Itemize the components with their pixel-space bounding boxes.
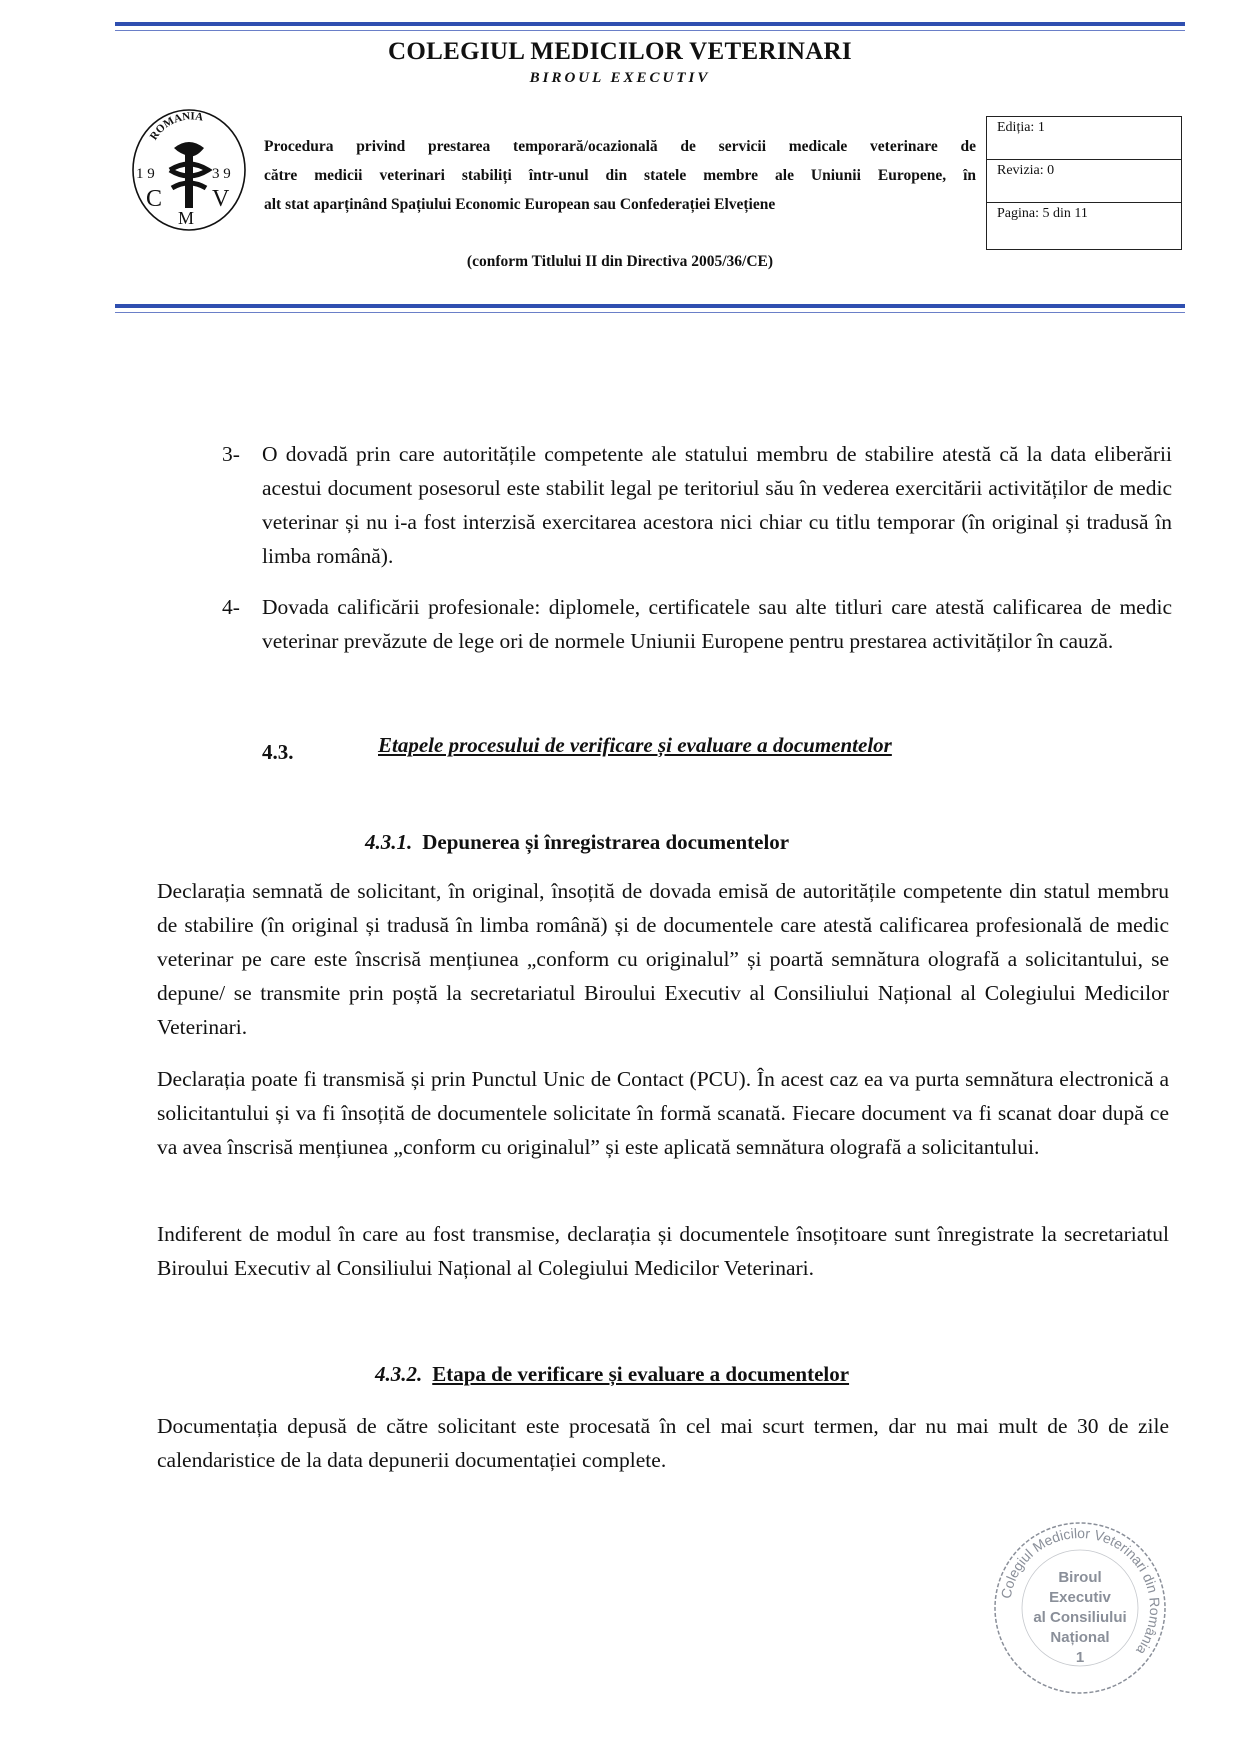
header-bottom-rule — [115, 304, 1185, 308]
svg-text:ROMANIA — [148, 110, 204, 142]
logo-letter-v: V — [212, 186, 230, 212]
paragraph: Declarația semnată de solicitant, în original, însoțită de dovada emisă de autoritățile competente din statul membru de stabilire (în original și tradusă în limba română) și de documentele care atestă calificarea profesională de medic veterinar pe care este înscrisă mențiunea „conform cu originalul” și poartă semnătura olografă a solicitantului, se depune/ se transmite prin poștă la secretariatul Biroului Executiv al Consiliului Național al Colegiului Medicilor Veterinari. — [157, 879, 1169, 1039]
logo-letter-c: C — [146, 186, 163, 212]
list-item — [222, 437, 1172, 573]
directive-reference: (conform Titlului II din Directiva 2005/36/CE) — [466, 253, 774, 270]
department-subtitle: BIROUL EXECUTIV — [529, 70, 711, 86]
subsection-number: 4.3.1. — [365, 830, 413, 854]
procedure-title-line: Procedura privind prestarea temporară/ocazională de servicii medicale veterinare de — [264, 138, 976, 155]
institution-title: COLEGIUL MEDICILOR VETERINARI — [388, 38, 852, 65]
paragraph: Declarația poate fi transmisă și prin Punctul Unic de Contact (PCU). În acest caz ea va purta semnătura electronică a solicitantului și va fi însoțită de documentele solicitate în formă scanată. Fiecare document va fi scanat doar după ce va avea înscrisă mențiunea „conform cu originalul” și este aplicată semnătura olografă a solicitantului. — [157, 1067, 1169, 1159]
paragraph: Documentația depusă de către solicitant este procesată în cel mai scurt termen, dar nu mai mult de 30 de zile calendaristice de la data depunerii documentației complete. — [157, 1414, 1169, 1472]
section-title: Etapele procesului de verificare și evaluare a documentelor — [378, 733, 892, 757]
list-item — [222, 590, 1172, 658]
logo-year-left: 1 9 — [136, 166, 155, 182]
logo-letter-m: M — [178, 208, 195, 228]
procedure-title — [264, 132, 976, 219]
subsection-number: 4.3.2. — [375, 1362, 423, 1386]
list-item-number: 3- — [222, 442, 240, 466]
edition-cell: Ediția: 1 — [987, 117, 1181, 160]
header-bottom-rule-thin — [115, 312, 1185, 313]
stamp-line: 1 — [1075, 1649, 1085, 1666]
caduceus-icon — [170, 142, 208, 208]
subsection-title: Depunerea și înregistrarea documentelor — [422, 830, 790, 854]
logo-year-right: 3 9 — [212, 166, 231, 182]
procedure-title-line: către medicii veterinari stabiliți într-unul din statele membre ale Uniunii Europene, în — [264, 167, 976, 184]
stamp-line: Național — [1050, 1629, 1110, 1646]
cmv-logo — [130, 108, 248, 232]
revision-cell: Revizia: 0 — [987, 160, 1181, 203]
subsection-heading — [375, 1362, 849, 1387]
procedure-title-line: alt stat aparținând Spațiului Economic European sau Confederației Elvețiene — [264, 196, 776, 213]
page-cell: Pagina: 5 din 11 — [997, 206, 1088, 221]
paragraph: Indiferent de modul în care au fost transmise, declarația și documentele însoțitoare sunt înregistrate la secretariatul Biroului Executiv al Consiliului Național al Colegiului Medicilor Veterinari. — [157, 1222, 1169, 1280]
top-rule-thin — [115, 30, 1185, 31]
stamp-line: al Consiliului — [1033, 1609, 1127, 1626]
stamp-ring-text: Colegiul Medicilor Veterinari din România — [997, 1524, 1164, 1658]
subsection-title: Etapa de verificare și evaluare a documentelor — [432, 1362, 850, 1386]
list-item-number: 4- — [222, 595, 240, 619]
subsection-heading — [365, 830, 789, 855]
top-rule — [115, 22, 1185, 26]
document-info-box — [986, 116, 1182, 250]
section-number: 4.3. — [262, 740, 294, 764]
official-stamp — [990, 1518, 1170, 1698]
stamp-line: Executiv — [1049, 1589, 1111, 1606]
logo-top-text: ROMANIA — [147, 110, 205, 143]
list-item-text: Dovada calificării profesionale: diplomele, certificatele sau alte titluri care atestă calificarea de medic veterinar prevăzute de lege ori de normele Uniunii Europene pentru prestarea activităților în cauză. — [262, 595, 1172, 653]
stamp-line: Biroul — [1058, 1569, 1102, 1586]
list-item-text: O dovadă prin care autoritățile competente ale statului membru de stabilire atestă că la data eliberării acestui document posesorul este stabilit legal pe teritoriul său în vederea exercitării activităților de medic veterinar și nu i-a fost interzisă exercitarea acestora nici chiar cu titlu temporar (în original și tradusă în limba română). — [262, 442, 1172, 568]
